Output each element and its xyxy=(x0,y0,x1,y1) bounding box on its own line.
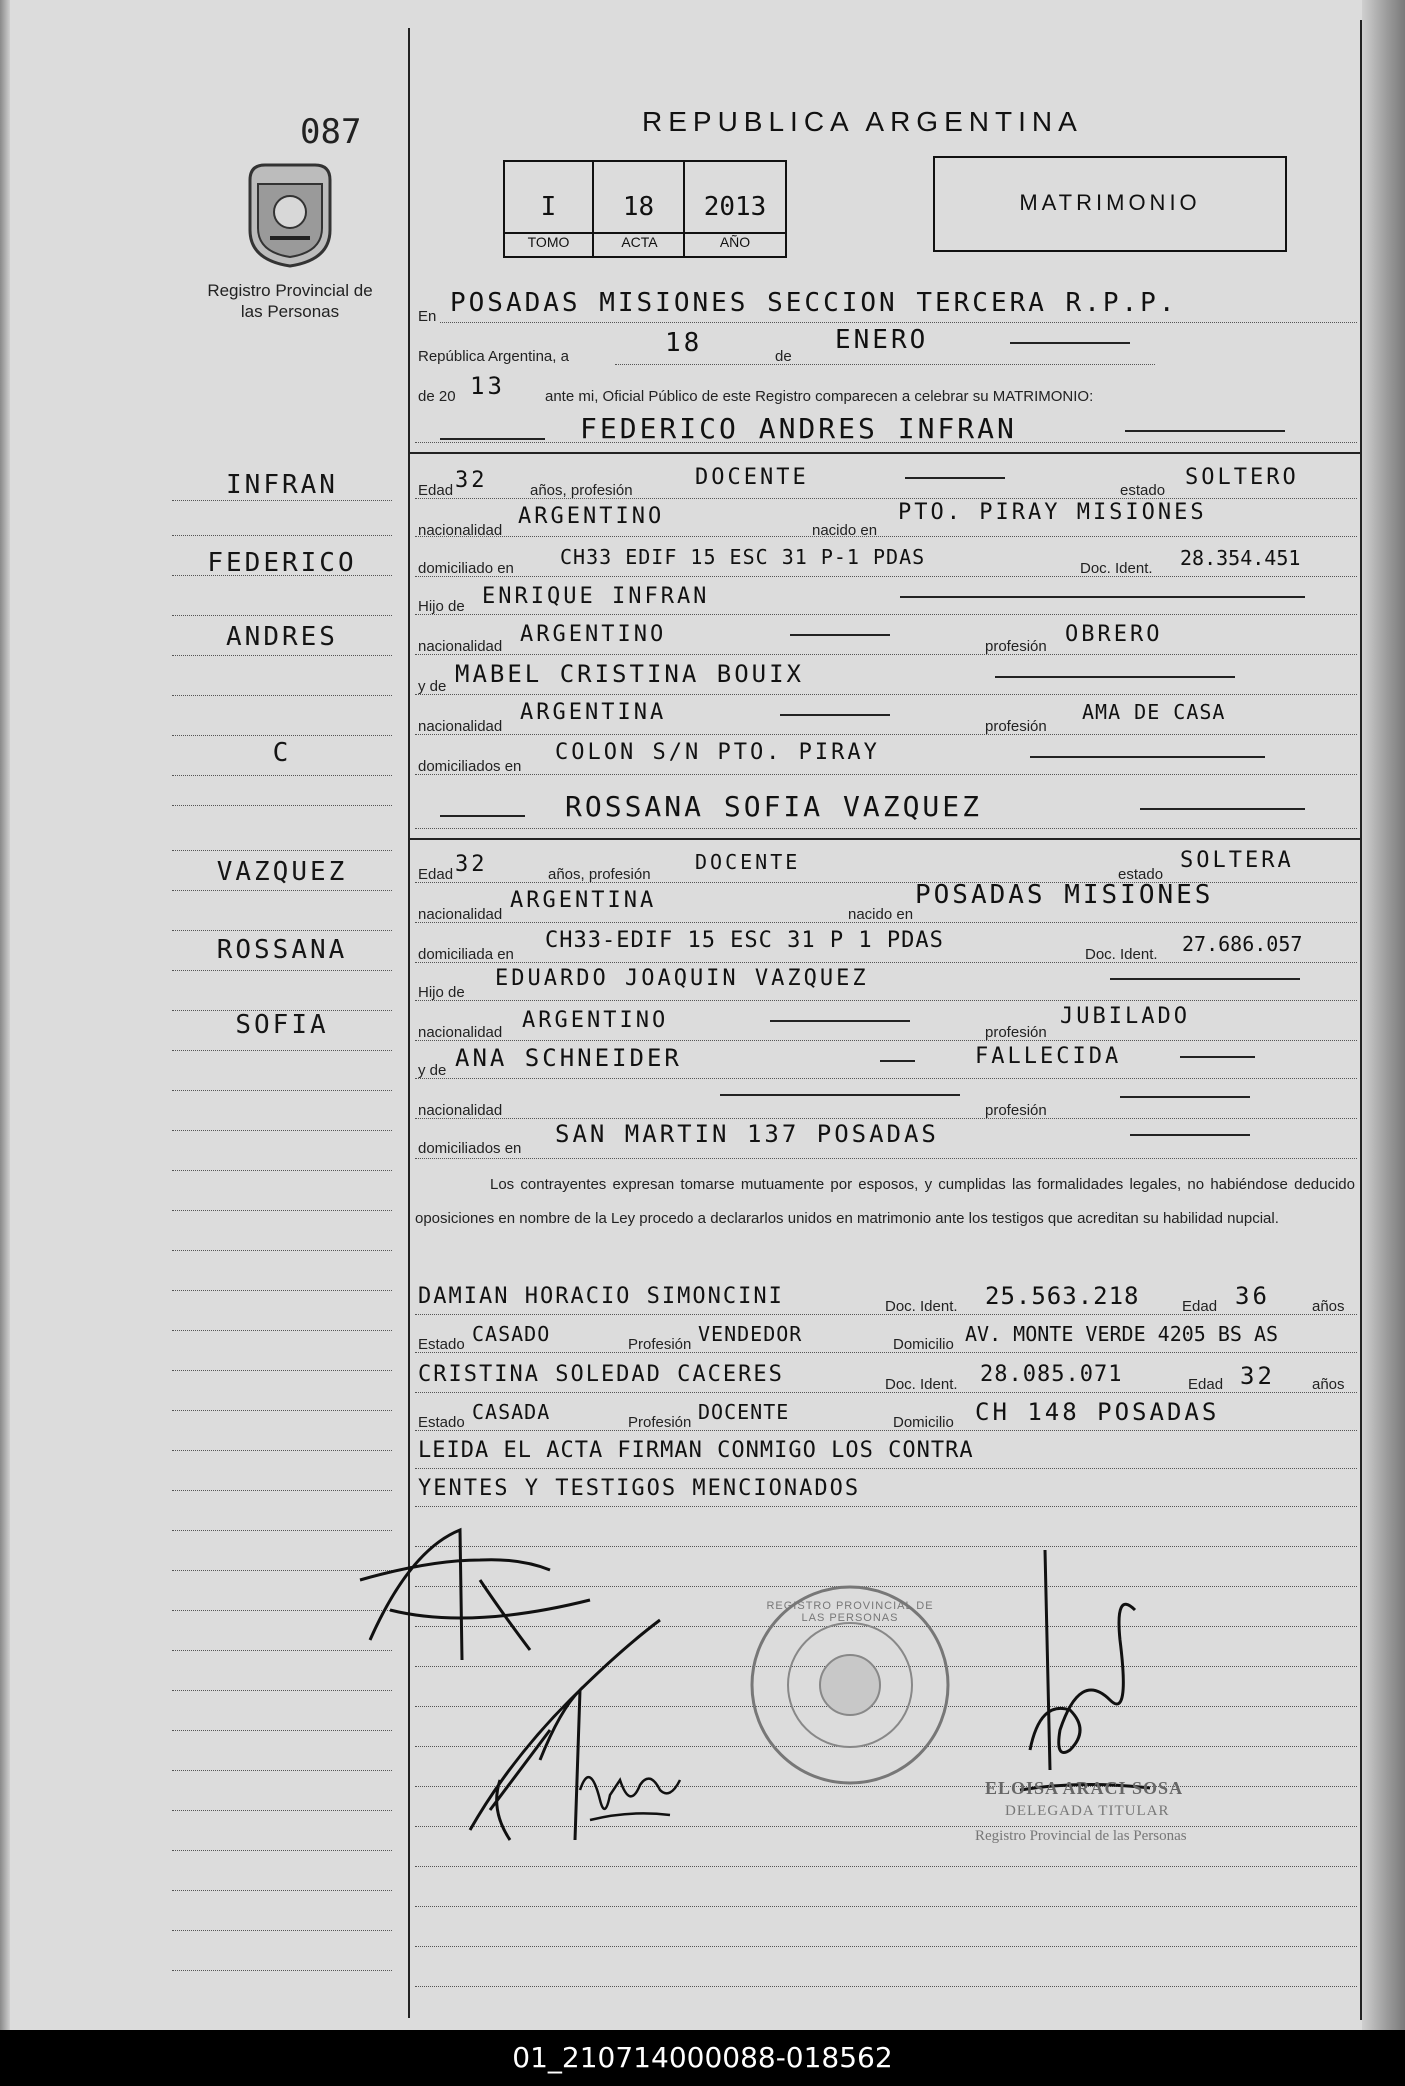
year-suffix: 13 xyxy=(470,372,505,400)
witness-2-doc-label: Doc. Ident. xyxy=(885,1376,958,1393)
bride-madre-nota: FALLECIDA xyxy=(975,1044,1122,1069)
official-title: DELEGADA TITULAR xyxy=(1005,1803,1170,1819)
day: 18 xyxy=(665,328,703,358)
page-binding xyxy=(0,0,10,2030)
act-type-box xyxy=(933,156,1287,252)
groom-nacionalidad-label: nacionalidad xyxy=(418,522,503,539)
bride-profesion: DOCENTE xyxy=(695,850,801,874)
year-label: de 20 xyxy=(418,388,456,405)
groom-estado: SOLTERO xyxy=(1185,465,1299,490)
act-type: MATRIMONIO xyxy=(1019,190,1201,215)
groom-madre: MABEL CRISTINA BOUIX xyxy=(455,660,804,688)
witness-2-name: CRISTINA SOLEDAD CACERES xyxy=(418,1362,784,1387)
groom-edad-label: Edad xyxy=(418,482,454,499)
bride-hijo-label: Hijo de xyxy=(418,984,465,1001)
witness-1-dom-label: Domicilio xyxy=(893,1336,954,1353)
groom-madre-nac-label: nacionalidad xyxy=(418,718,503,735)
witness-1-estado-label: Estado xyxy=(418,1336,465,1353)
witness-2-anos-label: años xyxy=(1312,1376,1345,1393)
witness-1-name: DAMIAN HORACIO SIMONCINI xyxy=(418,1284,784,1309)
bride-edad: 32 xyxy=(455,852,488,877)
witness-2-estado-label: Estado xyxy=(418,1414,465,1431)
bride-padre: EDUARDO JOAQUIN VAZQUEZ xyxy=(495,966,869,991)
tomo-label: TOMO xyxy=(505,232,592,250)
country-title: REPUBLICA ARGENTINA xyxy=(642,106,1083,137)
bride-domicilio: CH33-EDIF 15 ESC 31 P 1 PDAS xyxy=(545,928,944,953)
witness-2-domicilio: CH 148 POSADAS xyxy=(975,1398,1220,1426)
groom-nacionalidad: ARGENTINO xyxy=(518,504,665,529)
file-caption: 01_210714000088-018562 xyxy=(0,2030,1405,2086)
witness-2-edad-label: Edad xyxy=(1188,1376,1224,1393)
groom-domicilio-label: domiciliado en xyxy=(418,560,514,577)
right-border xyxy=(1360,20,1362,2020)
acta-value: 18 xyxy=(622,192,655,222)
bride-nacionalidad: ARGENTINA xyxy=(510,888,657,913)
bride-madre-nac-label: nacionalidad xyxy=(418,1102,503,1119)
groom-padre: ENRIQUE INFRAN xyxy=(482,584,710,609)
witness-1-edad-label: Edad xyxy=(1182,1298,1218,1315)
witness-1-profesion: VENDEDOR xyxy=(698,1322,803,1346)
record-box xyxy=(503,160,787,258)
margin-name: ROSSANA xyxy=(216,935,348,965)
margin-name: SOFIA xyxy=(235,1010,329,1040)
witness-2-edad: 32 xyxy=(1240,1362,1275,1390)
bride-padres-dom-label: domiciliados en xyxy=(418,1140,522,1157)
anio-value: 2013 xyxy=(703,192,767,222)
bride-estado: SOLTERA xyxy=(1180,848,1294,873)
official-signature-icon xyxy=(1010,1550,1160,1800)
bride-doc: 27.686.057 xyxy=(1182,932,1303,956)
margin-name: C xyxy=(272,738,292,768)
groom-padres-dom: COLON S/N PTO. PIRAY xyxy=(555,740,880,765)
witness-1-anos-label: años xyxy=(1312,1298,1345,1315)
signature-3-icon xyxy=(570,1740,690,1840)
page-edge xyxy=(1362,0,1405,2030)
groom-doc-label: Doc. Ident. xyxy=(1080,560,1153,577)
bride-madre-prof-label: profesión xyxy=(985,1102,1047,1119)
bride-edad-label: Edad xyxy=(418,866,454,883)
witness-1-edad: 36 xyxy=(1235,1282,1270,1310)
bride-estado-label: estado xyxy=(1118,866,1164,883)
margin-name: FEDERICO xyxy=(207,548,357,578)
folio-number: 087 xyxy=(300,112,362,152)
margin-name: VAZQUEZ xyxy=(216,857,348,887)
bride-domicilio-label: domiciliada en xyxy=(418,946,514,963)
section-divider xyxy=(410,838,1360,840)
witness-2-profesion: DOCENTE xyxy=(698,1400,790,1424)
bride-full-name: ROSSANA SOFIA VAZQUEZ xyxy=(565,790,983,823)
witness-1-doc-label: Doc. Ident. xyxy=(885,1298,958,1315)
groom-domicilio: CH33 EDIF 15 ESC 31 P-1 PDAS xyxy=(560,545,926,569)
groom-hijo-label: Hijo de xyxy=(418,598,465,615)
closing-line-2: YENTES Y TESTIGOS MENCIONADOS xyxy=(418,1476,861,1501)
groom-nacido: PTO. PIRAY MISIONES xyxy=(898,500,1207,525)
closing-line-1: LEIDA EL ACTA FIRMAN CONMIGO LOS CONTRA xyxy=(418,1438,974,1463)
groom-padre-nac: ARGENTINO xyxy=(520,622,667,647)
witness-1-prof-label: Profesión xyxy=(628,1336,692,1353)
witness-1-doc: 25.563.218 xyxy=(985,1282,1140,1310)
bride-padres-dom: SAN MARTIN 137 POSADAS xyxy=(555,1120,939,1148)
groom-madre-prof-label: profesión xyxy=(985,718,1047,735)
official-name: ELOISA ARACI SOSA xyxy=(985,1778,1184,1798)
bride-anos-prof-label: años, profesión xyxy=(548,866,651,883)
witness-2-prof-label: Profesión xyxy=(628,1414,692,1431)
bride-nacionalidad-label: nacionalidad xyxy=(418,906,503,923)
bride-nacido-label: nacido en xyxy=(848,906,914,923)
witness-2-doc: 28.085.071 xyxy=(980,1362,1123,1387)
registry-name: Registro Provincial de las Personas xyxy=(207,281,373,321)
groom-nacido-label: nacido en xyxy=(812,522,878,539)
groom-padre-nac-label: nacionalidad xyxy=(418,638,503,655)
bride-padre-prof-label: profesión xyxy=(985,1024,1047,1041)
official-office: Registro Provincial de las Personas xyxy=(975,1828,1187,1844)
margin-divider xyxy=(408,28,410,2018)
witness-1-domicilio: AV. MONTE VERDE 4205 BS AS xyxy=(965,1322,1279,1346)
bride-doc-label: Doc. Ident. xyxy=(1085,946,1158,963)
anio-label: AÑO xyxy=(685,232,785,250)
bride-madre: ANA SCHNEIDER xyxy=(455,1044,682,1072)
groom-anos-prof-label: años, profesión xyxy=(530,482,633,499)
groom-padre-prof-label: profesión xyxy=(985,638,1047,655)
month: ENERO xyxy=(835,325,929,355)
bride-nacido: POSADAS MISIONES xyxy=(915,880,1214,910)
registry-seal-icon xyxy=(240,160,340,270)
witness-1-estado: CASADO xyxy=(472,1322,551,1346)
acta-label: ACTA xyxy=(594,232,685,250)
groom-padres-dom-label: domiciliados en xyxy=(418,758,522,775)
margin-name: ANDRES xyxy=(226,622,338,652)
bride-padre-prof: JUBILADO xyxy=(1060,1004,1190,1029)
ante-text: ante mi, Oficial Público de este Registro comparecen a celebrar su MATRIMONIO: xyxy=(545,388,1094,405)
groom-full-name: FEDERICO ANDRES INFRAN xyxy=(580,412,1017,445)
groom-profesion: DOCENTE xyxy=(695,465,809,490)
groom-madre-prof: AMA DE CASA xyxy=(1082,700,1226,724)
witness-2-dom-label: Domicilio xyxy=(893,1414,954,1431)
bride-padre-nac: ARGENTINO xyxy=(522,1008,669,1033)
declaration-paragraph: Los contrayentes expresan tomarse mutuamente por esposos, y cumplidas las formalidades legales, no habiéndose deducido oposiciones en nombre de la Ley procedo a declararlos unidos en matrimonio ante los testigos que acreditan su habilidad nupcial. xyxy=(415,1176,1355,1227)
bride-yde-label: y de xyxy=(418,1062,447,1079)
en-label: En xyxy=(418,308,437,325)
groom-doc: 28.354.451 xyxy=(1180,546,1301,570)
stamp-text: REGISTRO PROVINCIAL DE LAS PERSONAS xyxy=(766,1600,934,1624)
groom-padre-prof: OBRERO xyxy=(1065,622,1163,647)
groom-estado-label: estado xyxy=(1120,482,1166,499)
bride-padre-nac-label: nacionalidad xyxy=(418,1024,503,1041)
tomo-value: I xyxy=(540,192,557,222)
groom-yde-label: y de xyxy=(418,678,447,695)
place: POSADAS MISIONES SECCION TERCERA R.P.P. xyxy=(450,288,1178,318)
section-divider xyxy=(410,452,1360,454)
witness-2-estado: CASADA xyxy=(472,1400,551,1424)
groom-madre-nac: ARGENTINA xyxy=(520,700,667,725)
de-label: de xyxy=(775,348,792,365)
margin-name: INFRAN xyxy=(226,470,338,500)
groom-edad: 32 xyxy=(455,468,488,493)
republica-label: República Argentina, a xyxy=(418,348,569,365)
